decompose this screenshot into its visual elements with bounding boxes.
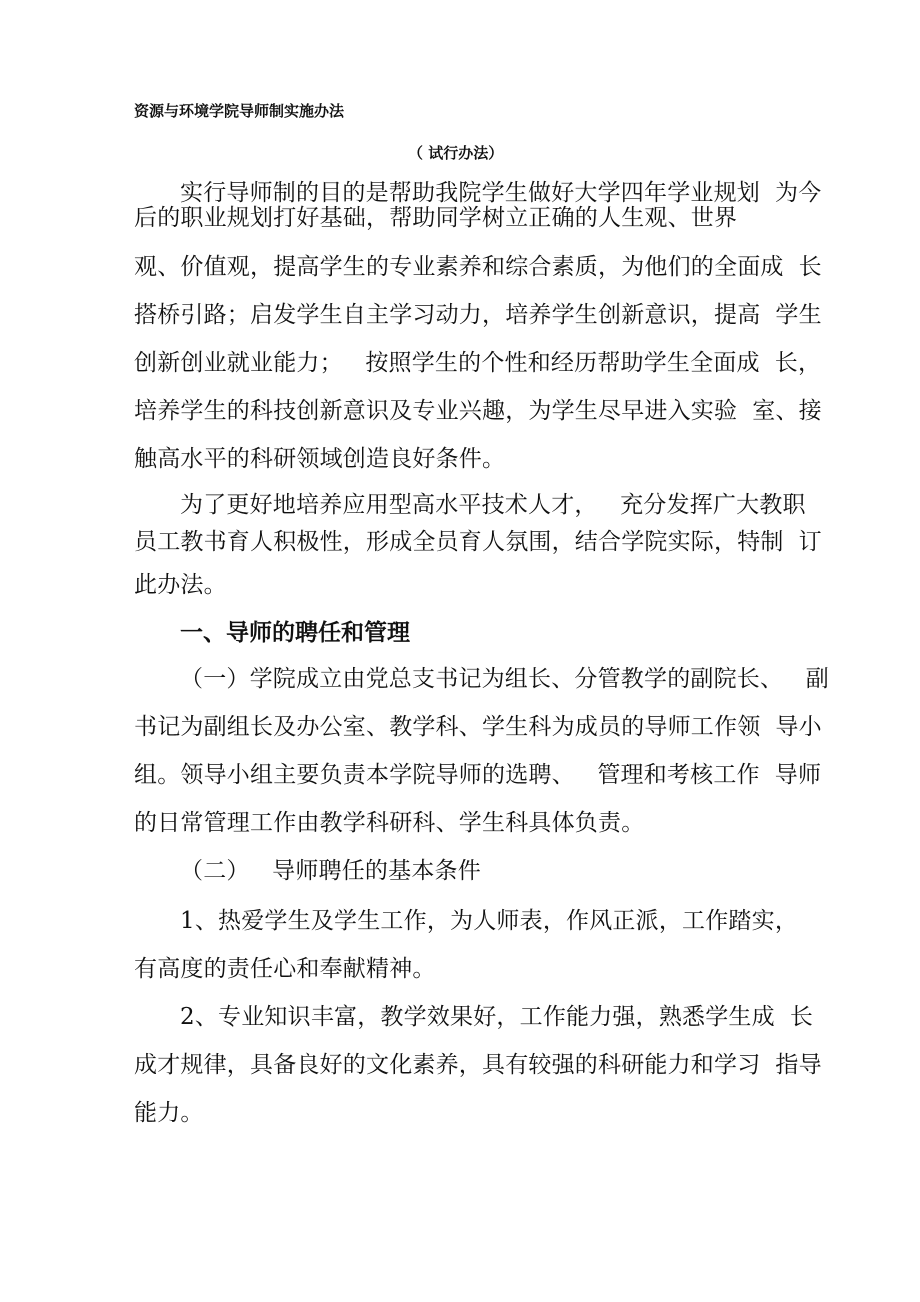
paragraph-line: 能力。 xyxy=(134,1100,204,1126)
paragraph-line: 员工教书育人积极性，形成全员育人氛围，结合学院实际，特制 订 xyxy=(134,529,822,555)
paragraph-line: 搭桥引路；启发学生自主学习动力，培养学生创新意识，提高 学生 xyxy=(134,302,822,328)
paragraph-line: 1、热爱学生及学生工作，为人师表，作风正派，工作踏实， xyxy=(180,908,799,934)
paragraph-line: （一）学院成立由党总支书记为组长、分管教学的副院长、 副 xyxy=(180,666,829,692)
paragraph-line: 有高度的责任心和奉献精神。 xyxy=(134,956,436,982)
paragraph-line: 为了更好地培养应用型高水平技术人才， 充分发挥广大教职 xyxy=(180,492,806,518)
paragraph-line: 创新创业就业能力； 按照学生的个性和经历帮助学生全面成 长， xyxy=(134,350,822,376)
document-title: 资源与环境学院导师制实施办法 xyxy=(134,102,345,120)
paragraph-line: 培养学生的科技创新意识及专业兴趣，为学生尽早进入实验 室、接 xyxy=(134,398,822,424)
paragraph-line: 成才规律，具备良好的文化素养，具有较强的科研能力和学习 指导 xyxy=(134,1052,822,1078)
section-heading: 一、导师的聘任和管理 xyxy=(180,620,410,646)
paragraph-line: 实行导师制的目的是帮助我院学生做好大学四年学业规划 为今 xyxy=(180,180,822,206)
subsection-heading: （二） 导师聘任的基本条件 xyxy=(180,858,481,884)
paragraph-line: 书记为副组长及办公室、教学科、学生科为成员的导师工作领 导小 xyxy=(134,714,822,740)
paragraph-line: 2、专业知识丰富，教学效果好，工作能力强，熟悉学生成 长 xyxy=(180,1004,814,1030)
paragraph-line: 后的职业规划打好基础，帮助同学树立正确的人生观、世界 xyxy=(134,205,738,231)
paragraph-line: 观、价值观，提高学生的专业素养和综合素质，为他们的全面成 长 xyxy=(134,254,822,280)
paragraph-line: 的日常管理工作由教学科研科、学生科具体负责。 xyxy=(134,810,645,836)
document-subtitle: （ 试行办法） xyxy=(408,144,504,162)
paragraph-line: 组。领导小组主要负责本学院导师的选聘、 管理和考核工作 导师 xyxy=(134,762,822,788)
paragraph-line: 此办法。 xyxy=(134,572,227,598)
paragraph-line: 触高水平的科研领域创造良好条件。 xyxy=(134,446,506,472)
